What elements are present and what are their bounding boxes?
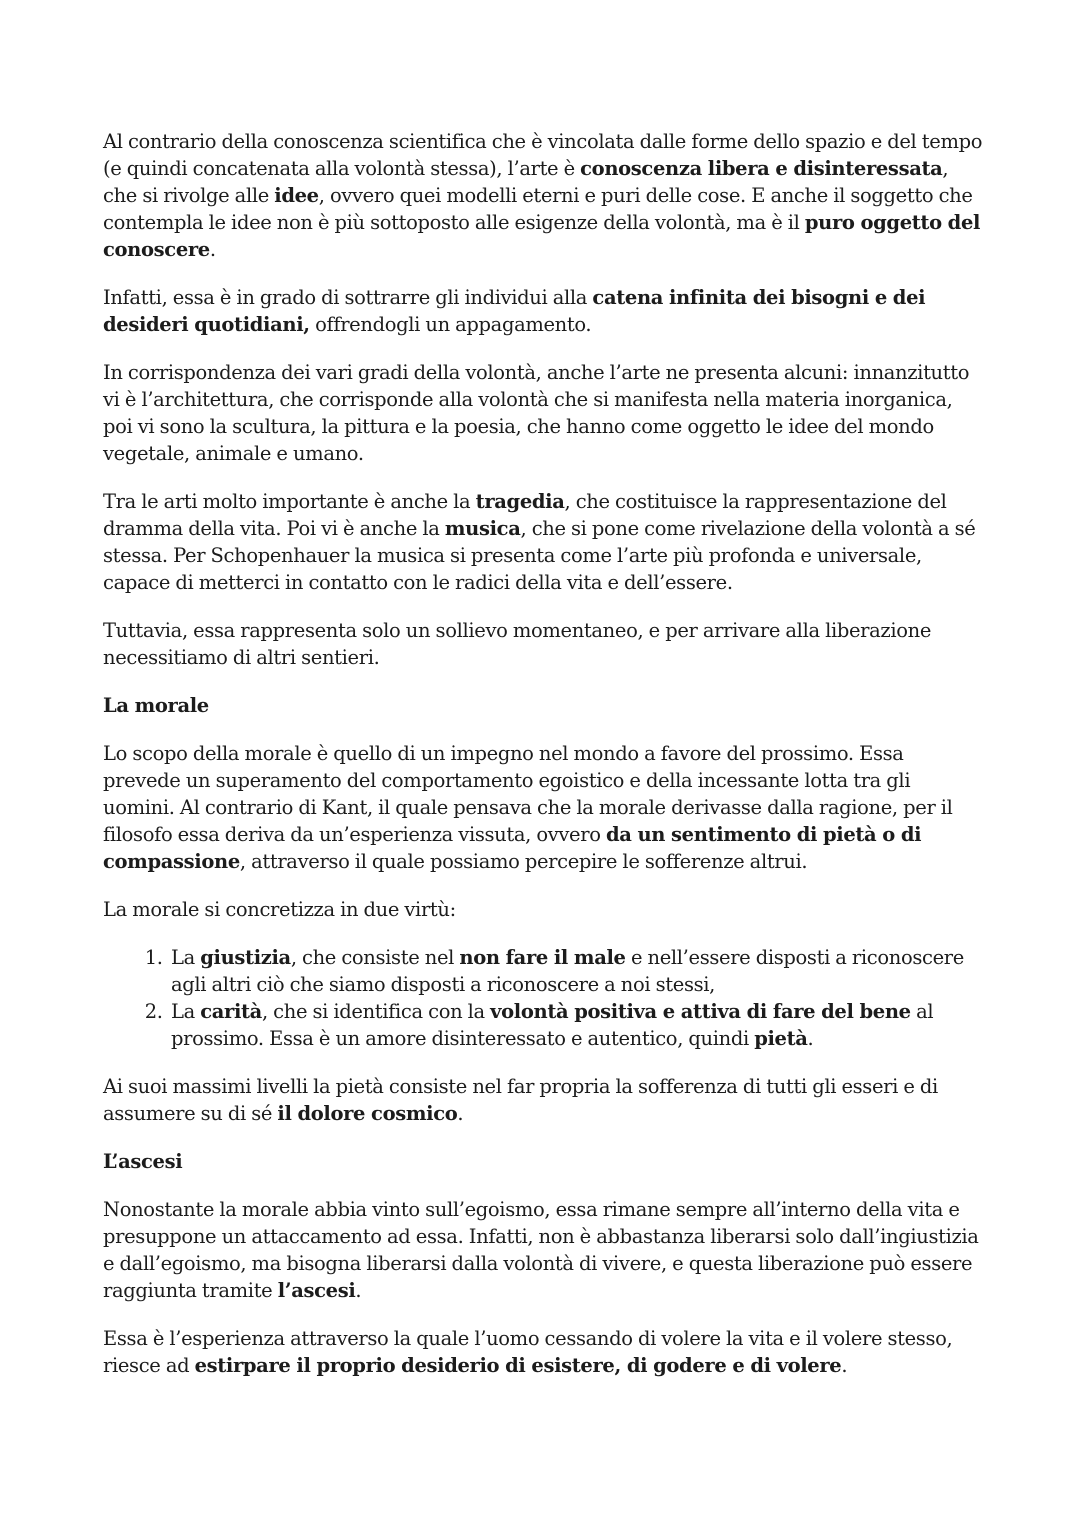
paragraph-scopo-morale: Lo scopo della morale è quello di un impegno nel mondo a favore del prossimo. Essa prevede un superamento del comportamento egoistico e della incessante lotta tra gli uomini. Al contrario di Kant, il quale pensava che la morale derivasse dalla ragione, per il filosofo essa deriva da un’esperienza vissuta, ovvero da un sentimento di pietà o di compassione, attraverso il quale possiamo percepire le sofferenze altrui. <box>103 742 953 873</box>
paragraph-sollievo: Tuttavia, essa rappresenta solo un sollievo momentaneo, e per arrivare alla liberazione necessitiamo di altri sentieri. <box>103 619 932 669</box>
bold-musica: musica <box>444 517 521 540</box>
heading-la-morale: La morale <box>103 694 209 717</box>
bold-estirpare-desiderio: estirpare il proprio desiderio di esistere, di godere e di volere <box>194 1354 842 1377</box>
bold-volonta-positiva: volontà positiva e attiva di fare del bene <box>490 1000 911 1023</box>
bold-dolore-cosmico: il dolore cosmico <box>277 1102 458 1125</box>
bold-non-fare-male: non fare il male <box>459 946 626 969</box>
paragraph-tragedia-musica: Tra le arti molto importante è anche la tragedia, che costituisce la rappresentazione del dramma della vita. Poi vi è anche la musica, che si pone come rivelazione della volontà a sé stessa. Per Schopenhauer la musica si presenta come l’arte più profonda e universale, capace di metterci in contatto con le radici della vita e dell’essere. <box>103 490 976 594</box>
bold-giustizia: giustizia <box>200 946 291 969</box>
paragraph-catena-bisogni: Infatti, essa è in grado di sottrarre gli individui alla catena infinita dei bisogni e dei desideri quotidiani, offrendogli un appagamento. <box>103 286 926 336</box>
virtues-list <box>103 944 983 1052</box>
document-page <box>103 128 983 1400</box>
paragraph-gradi-arte: In corrispondenza dei vari gradi della volontà, anche l’arte ne presenta alcuni: innanzitutto vi è l’architettura, che corrisponde alla volontà che si manifesta nella materia inorganica, poi vi sono la scultura, la pittura e la poesia, che hanno come oggetto le idee del mondo vegetale, animale e umano. <box>103 361 970 465</box>
bold-sentimento-pieta: da un sentimento di pietà o di compassione <box>103 823 922 873</box>
bold-tragedia: tragedia <box>475 490 565 513</box>
bold-pieta: pietà <box>754 1027 808 1050</box>
list-item-giustizia: 1. La giustizia, che consiste nel non fare il male e nell’essere disposti a riconoscere agli altri ciò che siamo disposti a riconoscere a noi stessi, <box>168 944 983 998</box>
paragraph-due-virtu: La morale si concretizza in due virtù: <box>103 898 456 921</box>
paragraph-dolore-cosmico: Ai suoi massimi livelli la pietà consiste nel far propria la sofferenza di tutti gli esseri e di assumere su di sé il dolore cosmico. <box>103 1075 938 1125</box>
bold-conoscenza-libera: conoscenza libera e disinteressata <box>580 157 943 180</box>
bold-puro-oggetto: puro oggetto del conoscere <box>103 211 981 261</box>
paragraph-esperienza-ascesi: Essa è l’esperienza attraverso la quale l’uomo cessando di volere la vita e il volere stesso, riesce ad estirpare il proprio desiderio di esistere, di godere e di volere. <box>103 1327 953 1377</box>
bold-catena-infinita: catena infinita dei bisogni e dei desideri quotidiani, <box>103 286 926 336</box>
bold-carita: carità <box>200 1000 262 1023</box>
bold-ascesi: l’ascesi <box>277 1279 356 1302</box>
bold-idee: idee <box>274 184 319 207</box>
paragraph-egoismo: Nonostante la morale abbia vinto sull’egoismo, essa rimane sempre all’interno della vita e presuppone un attaccamento ad essa. Infatti, non è abbastanza liberarsi solo dall’ingiustizia e dall’egoismo, ma bisogna liberarsi dalla volontà di vivere, e questa liberazione può essere raggiunta tramite l’ascesi. <box>103 1198 979 1302</box>
paragraph-arte-conoscenza: Al contrario della conoscenza scientifica che è vincolata dalle forme dello spazio e del tempo (e quindi concatenata alla volontà stessa), l’arte è conoscenza libera e disinteressata, che si rivolge alle idee, ovvero quei modelli eterni e puri delle cose. E anche il soggetto che contempla le idee non è più sottoposto alle esigenze della volontà, ma è il puro oggetto del conoscere. <box>103 130 983 261</box>
list-item-carita: 2. La carità, che si identifica con la volontà positiva e attiva di fare del bene al prossimo. Essa è un amore disinteressato e autentico, quindi pietà. <box>168 998 983 1052</box>
heading-ascesi: L’ascesi <box>103 1150 183 1173</box>
